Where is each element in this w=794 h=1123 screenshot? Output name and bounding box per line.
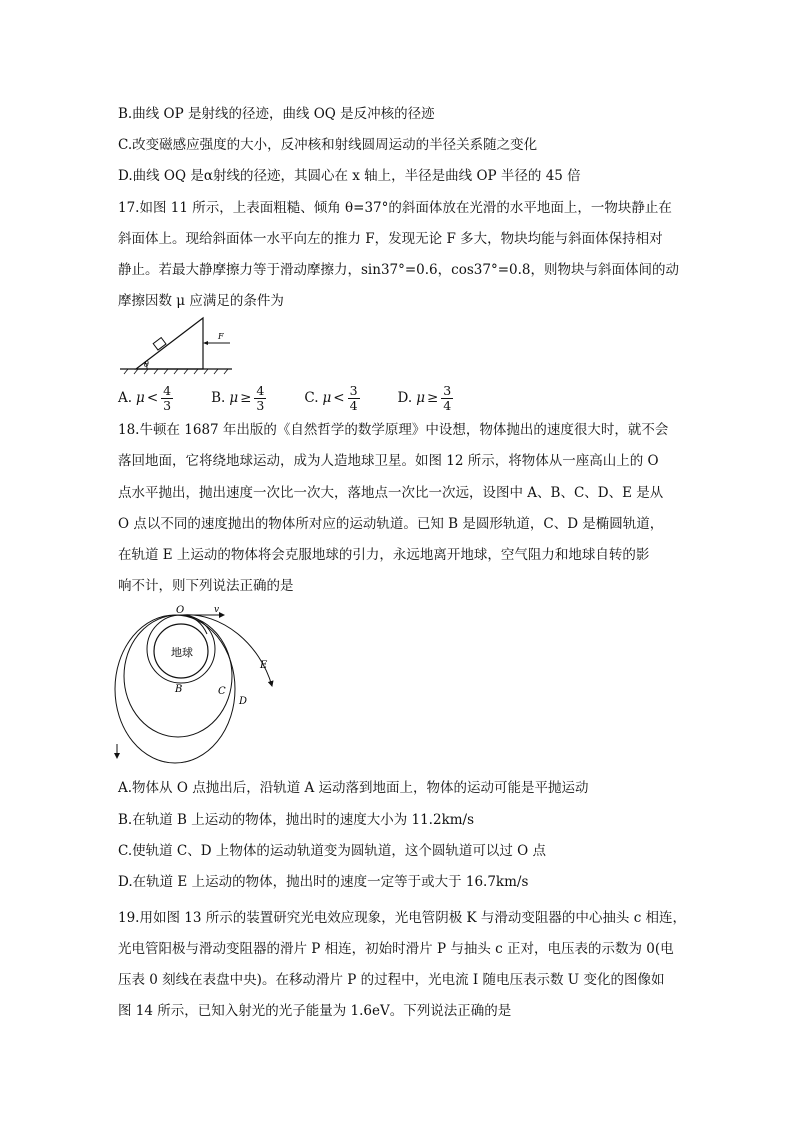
figure-12-orbits (112, 604, 282, 768)
orbit-e-label: E (260, 660, 268, 671)
orbit-b-label: B (175, 684, 183, 695)
option-d-q16: D.曲线 OQ 是α射线的径迹，其圆心在 x 轴上，半径是曲线 OP 半径的 45 倍 (118, 168, 581, 184)
force-label: F (218, 332, 224, 341)
q17-option-d[interactable]: D. μ ≥ $\frac{3}{4}$ (397, 382, 452, 413)
question-17-line-4: 摩擦因数 μ 应满足的条件为 (118, 293, 284, 309)
velocity-label: v (214, 605, 220, 615)
q17-option-a[interactable]: A. μ < $\frac{4}{3}$ (118, 382, 172, 413)
q18-option-b[interactable]: B.在轨道 B 上运动的物体，抛出时的速度大小为 11.2km/s (118, 812, 475, 828)
question-18-line-5: 在轨道 E 上运动的物体将会克服地球的引力，永远地离开地球，空气阻力和地球自转的影 (118, 547, 650, 563)
question-19-line-4: 图 14 所示，已知入射光的光子能量为 1.6eV。下列说法正确的是 (118, 1003, 512, 1019)
q18-option-c[interactable]: C.使轨道 C、D 上物体的运动轨道变为圆轨道，这个圆轨道可以过 O 点 (118, 843, 547, 859)
earth-label: 地球 (171, 646, 193, 659)
fraction: $\frac{3}{4}$ (349, 382, 358, 413)
question-18-line-2: 落回地面，它将绕地球运动，成为人造地球卫星。如图 12 所示，将物体从一座高山上的 O (118, 453, 659, 469)
q17-option-c[interactable]: C. μ < $\frac{3}{4}$ (304, 382, 358, 413)
q17-options (118, 380, 491, 416)
question-18-line-1: 18.牛顿在 1687 年出版的《自然哲学的数学原理》中设想，物体抛出的速度很大时，就不会 (118, 422, 669, 438)
orbit-c-label: C (218, 686, 226, 697)
question-19-line-3: 压表 0 刻线在表盘中央)。在移动滑片 P 的过程中，光电流 I 随电压表示数 U 变化的图像如 (118, 972, 665, 988)
fraction: $\frac{4}{3}$ (163, 382, 172, 413)
orbit-d-label: D (239, 696, 248, 707)
q18-option-d[interactable]: D.在轨道 E 上运动的物体，抛出时的速度一定等于或大于 16.7km/s (118, 874, 529, 890)
fraction: $\frac{3}{4}$ (443, 382, 452, 413)
fraction: $\frac{4}{3}$ (256, 382, 265, 413)
question-18-line-4: O 点以不同的速度抛出的物体所对应的运动轨道。已知 B 是圆形轨道，C、D 是椭圆轨道， (118, 516, 664, 532)
figure-11-incline (118, 314, 238, 378)
question-18-line-3: 点水平抛出，抛出速度一次比一次大，落地点一次比一次远，设图中 A、B、C、D、E 是从 (118, 485, 664, 501)
option-c-q16: C.改变磁感应强度的大小，反冲核和射线圆周运动的半径关系随之变化 (118, 137, 538, 153)
q18-option-a[interactable]: A.物体从 O 点抛出后，沿轨道 A 运动落到地面上，物体的运动可能是平抛运动 (118, 780, 589, 796)
question-19-line-2: 光电管阳极与滑动变阻器的滑片 P 相连，初始时滑片 P 与抽头 c 正对，电压表的示数为 0(电 (118, 941, 674, 957)
point-o-label: O (176, 605, 185, 616)
question-19-line-1: 19.用如图 13 所示的装置研究光电效应现象，光电管阴极 K 与滑动变阻器的中心抽头 c 相连， (118, 910, 687, 926)
option-b-q16: B.曲线 OP 是射线的径迹，曲线 OQ 是反冲核的径迹 (118, 106, 435, 122)
question-17-line-2: 斜面体上。现给斜面体一水平向左的推力 F，发现无论 F 多大，物块均能与斜面体保持相对 (118, 231, 663, 247)
question-17-line-1: 17.如图 11 所示，上表面粗糙、倾角 θ=37°的斜面体放在光滑的水平地面上，一物块静止在 (118, 200, 672, 216)
question-18-line-6: 响不计，则下列说法正确的是 (118, 578, 294, 594)
q17-option-b[interactable]: B. μ ≥ $\frac{4}{3}$ (211, 382, 265, 413)
angle-label: θ (144, 360, 149, 369)
question-17-line-3: 静止。若最大静摩擦力等于滑动摩擦力，sin37°=0.6，cos37°=0.8，则物块与斜面体间的动 (118, 262, 679, 278)
